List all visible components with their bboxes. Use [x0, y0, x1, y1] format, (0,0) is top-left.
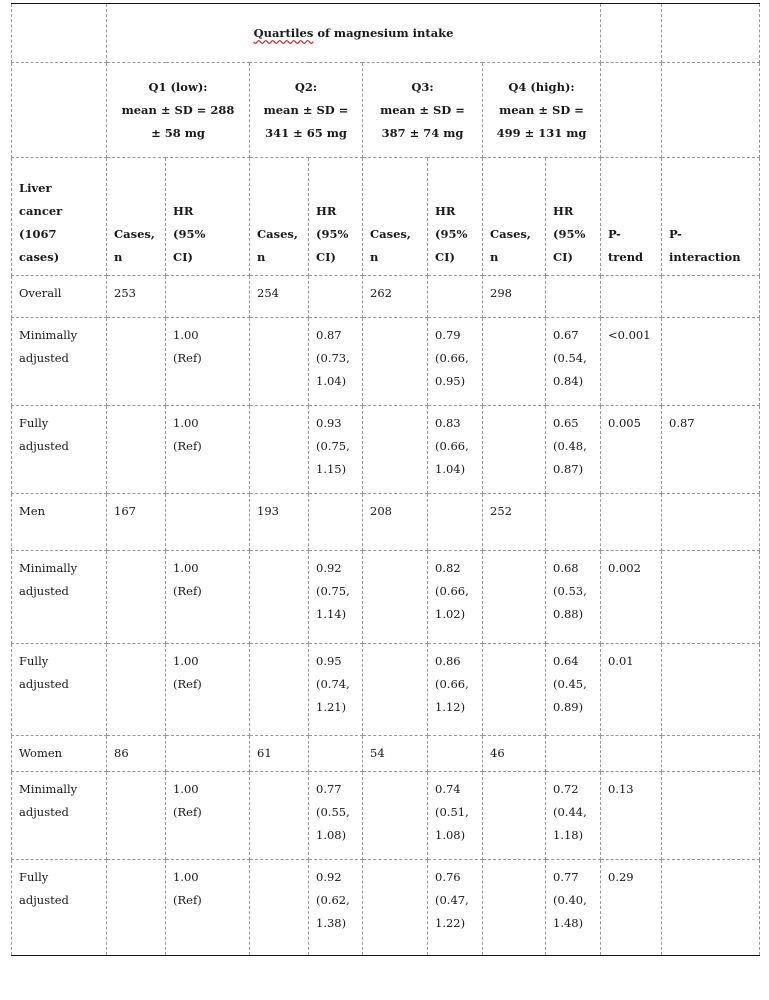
cell-line: 0.87: [316, 328, 342, 342]
cases-cell: [250, 772, 309, 860]
cases-cell: 262: [363, 276, 428, 318]
cell-line: 0.68: [553, 561, 579, 575]
header-line: cases): [19, 250, 60, 264]
cell-line: adjusted: [19, 805, 69, 819]
header-line: n: [370, 250, 379, 264]
cell-line: (0.53,: [553, 584, 587, 598]
p-interaction-cell: [662, 494, 760, 551]
header-line: (95%: [553, 227, 586, 241]
quartile-line: 387 ± 74 mg: [381, 125, 464, 140]
table-row: [12, 644, 760, 736]
cases-cell: 253: [107, 276, 166, 318]
cell-line: adjusted: [19, 584, 69, 598]
hr-cell: [166, 406, 250, 494]
cell-line: 1.12): [435, 700, 466, 714]
cell-line: 0.87): [553, 462, 584, 476]
cell-line: (0.66,: [435, 351, 469, 365]
header-line: HR: [553, 204, 574, 218]
hr-cell: [309, 860, 363, 956]
cases-cell: [250, 860, 309, 956]
cell-line: 1.38): [316, 916, 347, 930]
cell-line: (0.48,: [553, 439, 587, 453]
cell-line: 0.92: [316, 870, 342, 884]
cell-line: 0.92: [316, 561, 342, 575]
p-trend-cell: 0.005: [601, 406, 662, 494]
cases-cell: 252: [483, 494, 546, 551]
cell-line: (0.75,: [316, 439, 350, 453]
header-line: (95%: [435, 227, 468, 241]
cell-line: 1.04): [316, 374, 347, 388]
header-line: (1067: [19, 227, 57, 241]
cell-line: 0.74: [435, 782, 461, 796]
p-trend-cell: 0.13: [601, 772, 662, 860]
row-label: [12, 860, 107, 956]
table-row: [12, 276, 760, 318]
cell-line: 0.64: [553, 654, 579, 668]
hr-cell: [309, 644, 363, 736]
cases-cell: [483, 406, 546, 494]
cell-line: 0.89): [553, 700, 584, 714]
quartile-line: Q2:: [294, 79, 318, 94]
p-trend-cell: [601, 736, 662, 772]
hr-cell: [166, 494, 250, 551]
quartile-header-q4: [483, 63, 601, 158]
cell-line: (0.66,: [435, 677, 469, 691]
cell-line: 0.79: [435, 328, 461, 342]
cases-cell: [363, 406, 428, 494]
hr-cell: [428, 318, 483, 406]
cell-line: (Ref): [173, 893, 202, 907]
hr-cell: [546, 772, 601, 860]
cell-line: 0.86: [435, 654, 461, 668]
header-line: (95%: [316, 227, 349, 241]
cell-line: (0.44,: [553, 805, 587, 819]
cell-line: 0.67: [553, 328, 579, 342]
quartile-line: Q4 (high):: [508, 79, 575, 94]
cell-line: (0.66,: [435, 584, 469, 598]
header-line: Cases,: [114, 227, 155, 241]
cell-line: (0.54,: [553, 351, 587, 365]
hr-cell: [546, 494, 601, 551]
cell-line: 1.00: [173, 870, 199, 884]
cases-cell: [483, 318, 546, 406]
empty-cell: [662, 4, 760, 63]
cell-line: 1.00: [173, 654, 199, 668]
cell-line: adjusted: [19, 677, 69, 691]
p-interaction-cell: [662, 551, 760, 644]
header-line: CI): [173, 250, 193, 264]
cell-line: (0.40,: [553, 893, 587, 907]
cases-cell: [483, 772, 546, 860]
hr-cell: [546, 318, 601, 406]
header-line: Cases,: [257, 227, 298, 241]
hr-cell: [428, 276, 483, 318]
hr-cell: [546, 736, 601, 772]
hr-header: [309, 158, 363, 276]
header-line: cancer: [19, 204, 63, 218]
quartile-header-q1: [107, 63, 250, 158]
cases-cell: [107, 644, 166, 736]
cell-line: 0.84): [553, 374, 584, 388]
cell-line: 0.77: [553, 870, 579, 884]
cell-line: adjusted: [19, 351, 69, 365]
header-line: n: [257, 250, 266, 264]
magnesium-liver-cancer-table: [11, 3, 760, 956]
cell-line: 1.02): [435, 607, 466, 621]
cell-line: 1.08): [316, 828, 347, 842]
quartile-title-rest: of magnesium intake: [317, 25, 454, 40]
empty-cell: [12, 63, 107, 158]
cases-cell: [483, 644, 546, 736]
row-label: [12, 551, 107, 644]
quartile-line: 499 ± 131 mg: [496, 125, 587, 140]
table-row: [12, 772, 760, 860]
cases-cell: 86: [107, 736, 166, 772]
row-label: [12, 276, 107, 318]
hr-cell: [166, 772, 250, 860]
cell-line: (Ref): [173, 677, 202, 691]
cell-line: 1.00: [173, 782, 199, 796]
cell-line: (0.75,: [316, 584, 350, 598]
hr-cell: [309, 551, 363, 644]
cases-cell: 208: [363, 494, 428, 551]
cell-line: Fully: [19, 870, 49, 884]
cell-line: 0.65: [553, 416, 579, 430]
hr-cell: [546, 276, 601, 318]
quartile-title-cell: [107, 4, 601, 63]
hr-cell: [166, 644, 250, 736]
cases-cell: [363, 772, 428, 860]
column-subheader-row: [12, 158, 760, 276]
cell-line: 0.88): [553, 607, 584, 621]
p-trend-cell: 0.01: [601, 644, 662, 736]
cases-cell: [363, 644, 428, 736]
cases-cell: 254: [250, 276, 309, 318]
cell-line: (0.51,: [435, 805, 469, 819]
p-interaction-cell: [662, 772, 760, 860]
cell-line: (Ref): [173, 439, 202, 453]
table-row: [12, 736, 760, 772]
cell-line: 1.00: [173, 561, 199, 575]
quartile-header-row: [12, 63, 760, 158]
cases-cell: 298: [483, 276, 546, 318]
cases-cell: [107, 318, 166, 406]
header-line: CI): [553, 250, 573, 264]
quartile-title-word: Quartiles: [253, 25, 314, 40]
cases-cell: 193: [250, 494, 309, 551]
cases-header: [483, 158, 546, 276]
hr-cell: [546, 406, 601, 494]
header-line: trend: [608, 250, 644, 264]
row-label: [12, 644, 107, 736]
cases-cell: [250, 644, 309, 736]
cell-line: (0.62,: [316, 893, 350, 907]
cell-line: 1.15): [316, 462, 347, 476]
quartile-header-q2: [250, 63, 363, 158]
cases-cell: [250, 406, 309, 494]
hr-cell: [309, 494, 363, 551]
cell-line: (Ref): [173, 351, 202, 365]
empty-cell: [601, 4, 662, 63]
quartile-line: 341 ± 65 mg: [265, 125, 347, 140]
empty-cell: [662, 63, 760, 158]
p-interaction-cell: [662, 644, 760, 736]
hr-cell: [428, 772, 483, 860]
p-interaction-header: [662, 158, 760, 276]
p-trend-cell: 0.002: [601, 551, 662, 644]
cases-cell: 46: [483, 736, 546, 772]
hr-cell: [166, 860, 250, 956]
table-row: [12, 406, 760, 494]
table-row: [12, 318, 760, 406]
cell-line: (Ref): [173, 584, 202, 598]
hr-cell: [428, 860, 483, 956]
cell-line: Women: [19, 746, 63, 760]
hr-cell: [428, 644, 483, 736]
cases-header: [107, 158, 166, 276]
hr-cell: [166, 318, 250, 406]
hr-cell: [546, 551, 601, 644]
hr-header: [428, 158, 483, 276]
hr-cell: [546, 860, 601, 956]
cell-line: 0.72: [553, 782, 579, 796]
cell-line: Men: [19, 504, 45, 518]
header-line: (95%: [173, 227, 206, 241]
table-row: [12, 860, 760, 956]
cell-line: 1.21): [316, 700, 347, 714]
header-line: HR: [316, 204, 337, 218]
header-line: n: [114, 250, 123, 264]
hr-header: [166, 158, 250, 276]
cell-line: 1.22): [435, 916, 466, 930]
p-interaction-cell: [662, 860, 760, 956]
header-line: Cases,: [490, 227, 531, 241]
header-line: CI): [316, 250, 336, 264]
p-interaction-cell: [662, 318, 760, 406]
cell-line: Fully: [19, 654, 49, 668]
cell-line: Minimally: [19, 782, 78, 796]
cell-line: Minimally: [19, 328, 78, 342]
quartile-line: mean ± SD =: [499, 102, 584, 117]
cell-line: Minimally: [19, 561, 78, 575]
cell-line: adjusted: [19, 439, 69, 453]
quartile-line: mean ± SD = 288: [121, 102, 235, 117]
cases-cell: [483, 860, 546, 956]
p-interaction-cell: [662, 736, 760, 772]
header-line: P-: [608, 227, 621, 241]
cell-line: (0.55,: [316, 805, 350, 819]
row-label: [12, 772, 107, 860]
row-label-header: [12, 158, 107, 276]
cell-line: 1.18): [553, 828, 584, 842]
hr-cell: [309, 736, 363, 772]
header-line: HR: [173, 204, 194, 218]
row-label: [12, 494, 107, 551]
cell-line: 0.93: [316, 416, 342, 430]
cases-cell: [363, 860, 428, 956]
cell-line: 0.95): [435, 374, 466, 388]
header-line: interaction: [669, 250, 741, 264]
cases-header: [250, 158, 309, 276]
cell-line: (0.66,: [435, 439, 469, 453]
cell-line: Overall: [19, 286, 62, 300]
header-line: Cases,: [370, 227, 411, 241]
header-line: HR: [435, 204, 456, 218]
header-line: CI): [435, 250, 455, 264]
hr-cell: [428, 736, 483, 772]
table-row: [12, 494, 760, 551]
cell-line: 0.76: [435, 870, 461, 884]
cell-line: (0.47,: [435, 893, 469, 907]
cases-cell: [107, 860, 166, 956]
cases-cell: [483, 551, 546, 644]
empty-cell: [12, 4, 107, 63]
quartile-line: mean ± SD =: [380, 102, 465, 117]
row-label: [12, 406, 107, 494]
cases-cell: [107, 406, 166, 494]
hr-cell: [309, 406, 363, 494]
cases-cell: [363, 318, 428, 406]
quartile-header-q3: [363, 63, 483, 158]
cases-cell: [250, 551, 309, 644]
quartile-title-row: [12, 4, 760, 63]
cell-line: (0.74,: [316, 677, 350, 691]
p-trend-cell: <0.001: [601, 318, 662, 406]
cases-cell: 61: [250, 736, 309, 772]
p-trend-cell: [601, 276, 662, 318]
hr-cell: [166, 736, 250, 772]
cell-line: 1.04): [435, 462, 466, 476]
cell-line: 1.08): [435, 828, 466, 842]
cases-header: [363, 158, 428, 276]
cases-cell: [250, 318, 309, 406]
p-interaction-cell: 0.87: [662, 406, 760, 494]
cases-cell: 167: [107, 494, 166, 551]
hr-header: [546, 158, 601, 276]
cell-line: 1.00: [173, 328, 199, 342]
empty-cell: [601, 63, 662, 158]
row-label: [12, 736, 107, 772]
cell-line: 0.83: [435, 416, 461, 430]
header-line: P-: [669, 227, 682, 241]
header-line: n: [490, 250, 499, 264]
cell-line: adjusted: [19, 893, 69, 907]
quartile-line: Q3:: [411, 79, 434, 94]
hr-cell: [546, 644, 601, 736]
hr-cell: [309, 276, 363, 318]
cell-line: 1.14): [316, 607, 347, 621]
quartile-line: ± 58 mg: [151, 125, 205, 140]
cell-line: 0.82: [435, 561, 461, 575]
p-trend-cell: 0.29: [601, 860, 662, 956]
hr-cell: [309, 318, 363, 406]
cell-line: 1.48): [553, 916, 584, 930]
p-trend-header: [601, 158, 662, 276]
cases-cell: 54: [363, 736, 428, 772]
p-trend-cell: [601, 494, 662, 551]
hr-cell: [166, 551, 250, 644]
cases-cell: [107, 551, 166, 644]
cases-cell: [107, 772, 166, 860]
cases-cell: [363, 551, 428, 644]
cell-line: 1.00: [173, 416, 199, 430]
hr-cell: [166, 276, 250, 318]
row-label: [12, 318, 107, 406]
header-line: Liver: [19, 181, 52, 195]
cell-line: (0.73,: [316, 351, 350, 365]
quartile-line: mean ± SD =: [263, 102, 349, 117]
hr-cell: [428, 406, 483, 494]
hr-cell: [428, 494, 483, 551]
cell-line: Fully: [19, 416, 49, 430]
cell-line: 0.95: [316, 654, 342, 668]
table-row: [12, 551, 760, 644]
hr-cell: [428, 551, 483, 644]
cell-line: 0.77: [316, 782, 342, 796]
quartile-line: Q1 (low):: [148, 79, 208, 94]
cell-line: (Ref): [173, 805, 202, 819]
cell-line: (0.45,: [553, 677, 587, 691]
hr-cell: [309, 772, 363, 860]
p-interaction-cell: [662, 276, 760, 318]
